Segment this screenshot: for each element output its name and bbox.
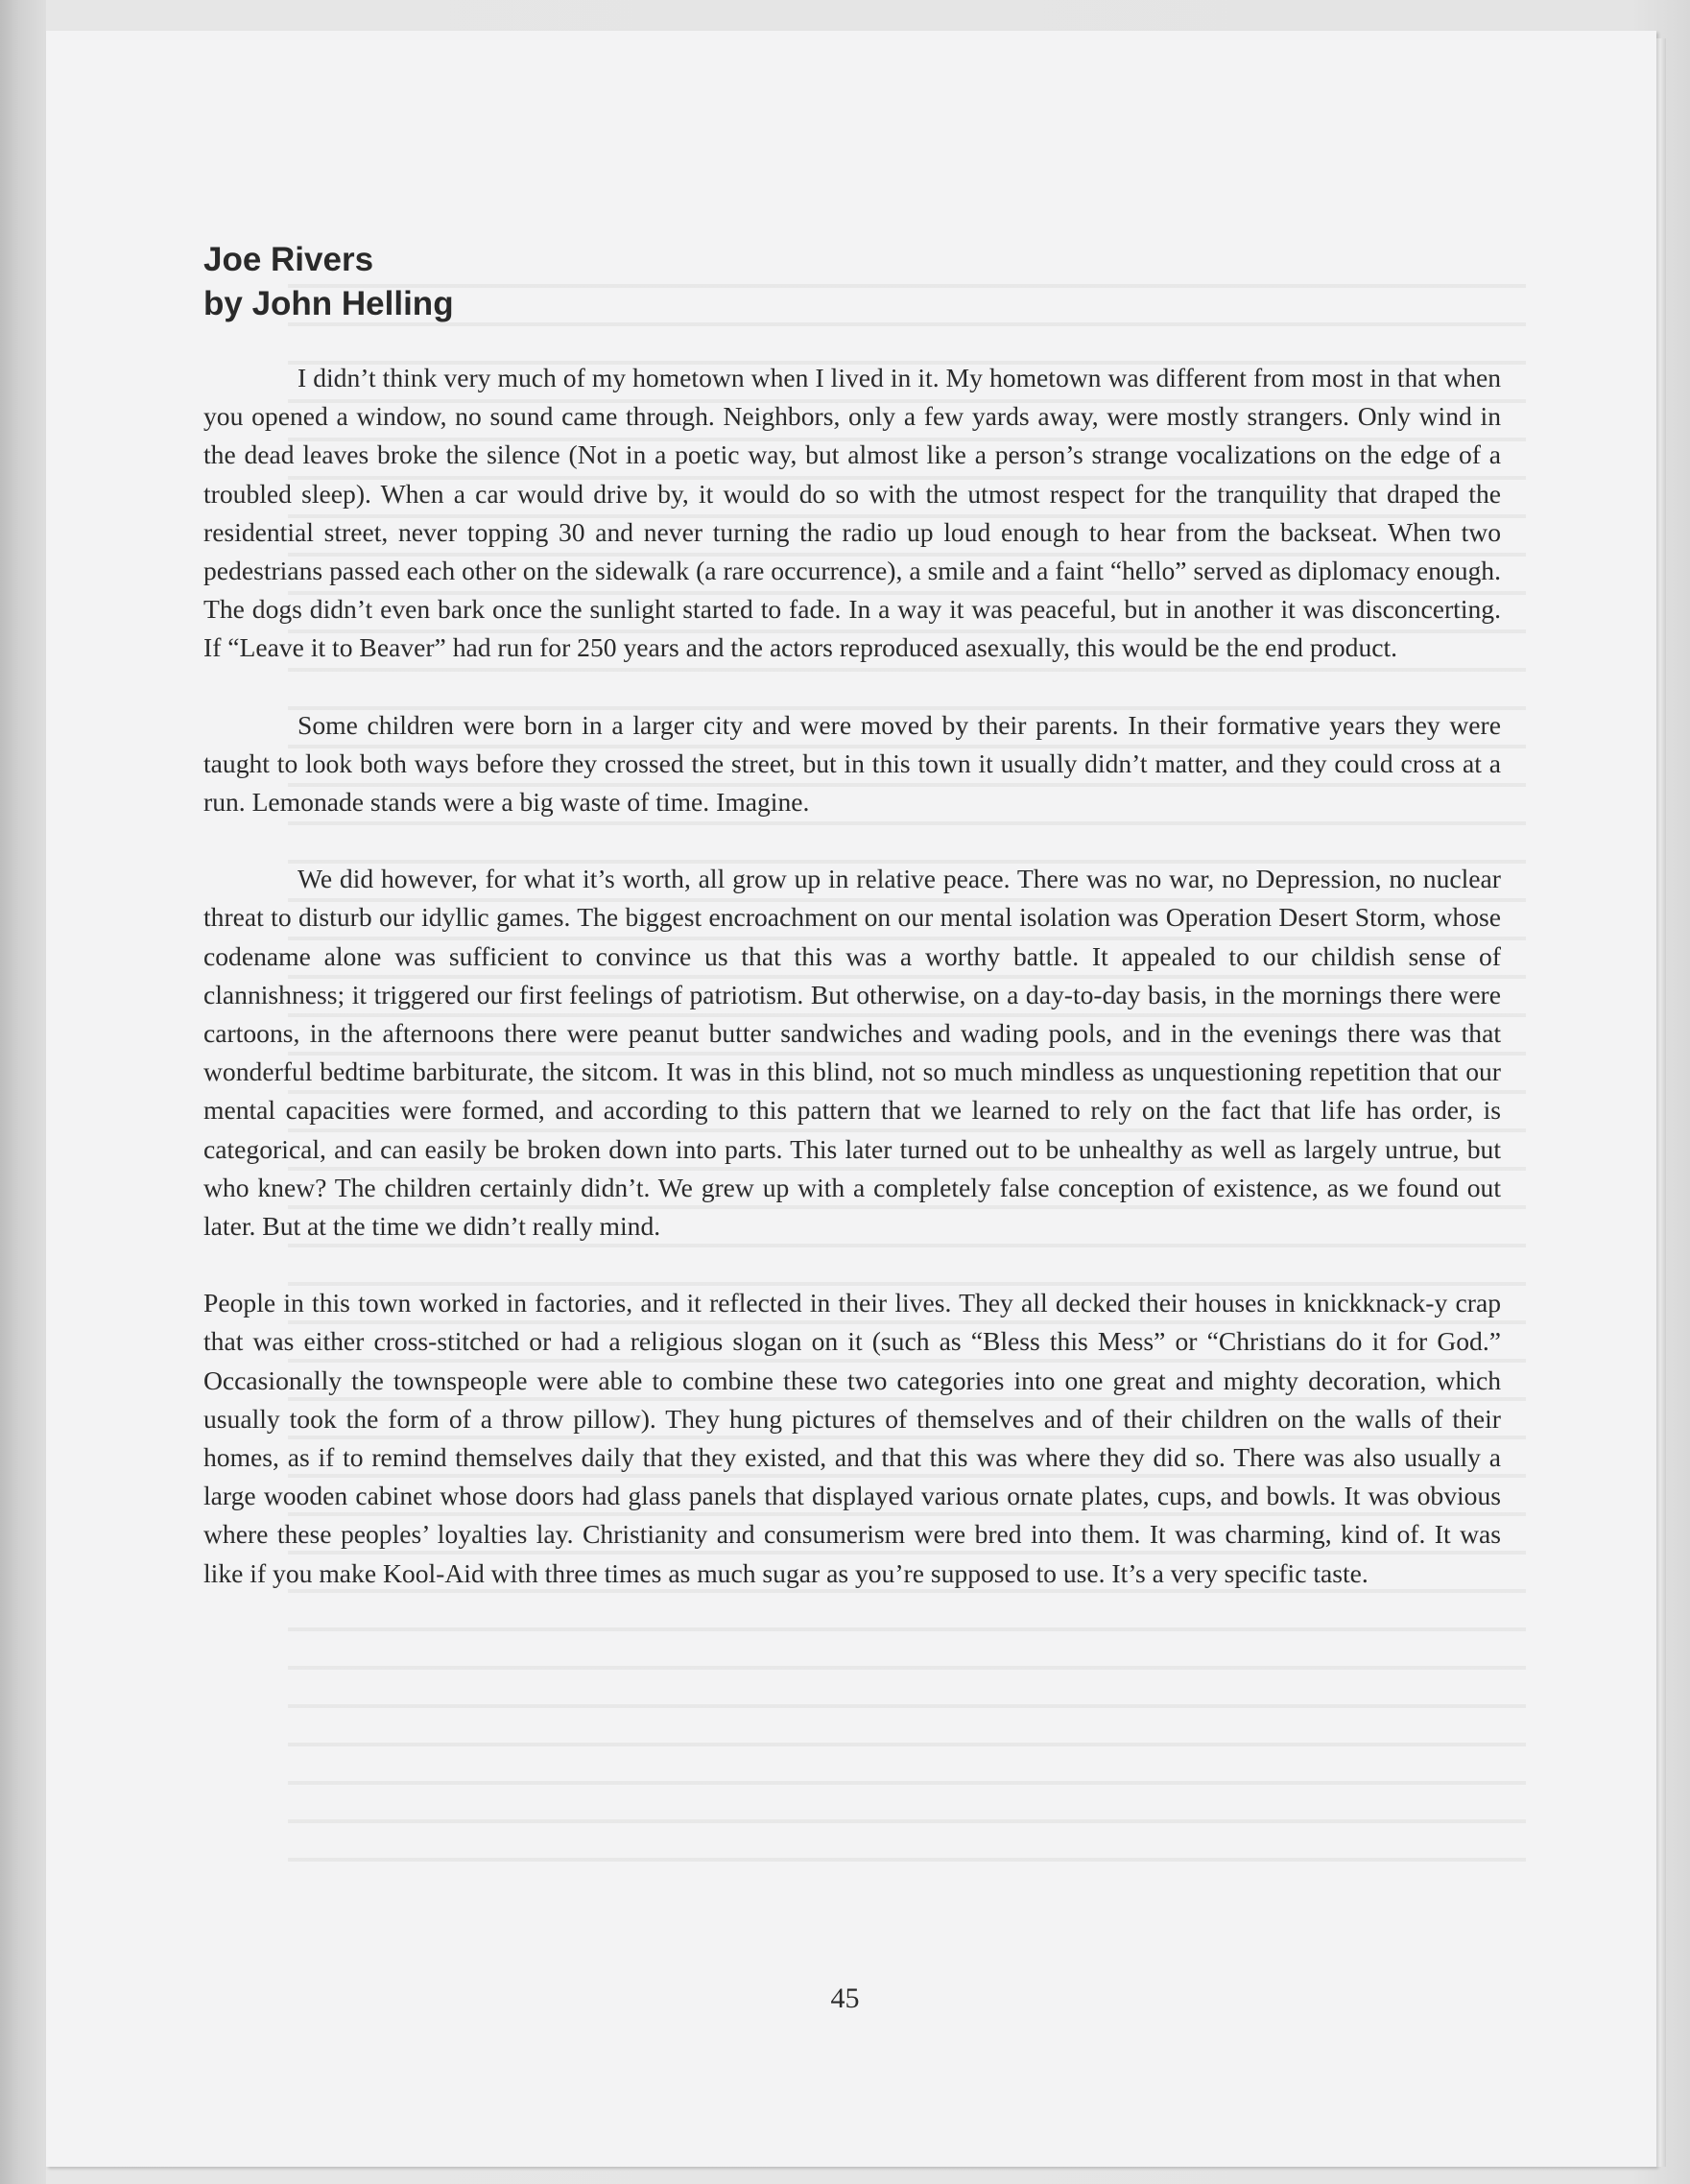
page-number: 45 bbox=[830, 1982, 860, 2014]
paragraph-4: People in this town worked in factories, and it reflected in their lives. They all decked their houses in knickknack-y crap that was either cross-stitched or had a religious slogan on it (such as “Bless this Mess” or “Christians do it for God.” Occasionally the townspeople were able to combine these two categories into one great and mighty decoration, which usually took the form of a throw pillow). They hung pictures of themselves and of their children on the walls of their homes, as if to remind themselves daily that they existed, and that this was where they did so. There was also usually a large wooden cabinet whose doors had glass panels that displayed various ornate plates, cups, and bowls. It was obvious where these peoples’ loyalties lay. Christianity and consumerism were bred into them. It was charming, kind of. It was like if you make Kool-Aid with three times as much sugar as you’re supposed to use. It’s a very specific taste. bbox=[203, 1288, 1501, 1588]
book-spine bbox=[0, 0, 46, 2184]
article-title: Joe Rivers bbox=[203, 241, 374, 278]
page-edge bbox=[1656, 38, 1666, 2167]
paragraph-1: I didn’t think very much of my hometown when I lived in it. My hometown was different from most in that when you opened a window, no sound came through. Neighbors, only a few yards away, were mostly strangers. Only wind in the dead leaves broke the silence (Not in a poetic way, but almost like a person’s strange vocalizations on the edge of a troubled sleep). When a car would drive by, it would do so with the utmost respect for the tranquility that draped the residential street, never topping 30 and never turning the radio up loud enough to hear from the backseat. When two pedestrians passed each other on the sidewalk (a rare occurrence), a smile and a faint “hello” served as diplomacy enough. The dogs didn’t even bark once the sunlight started to fade. In a way it was peaceful, but in another it was disconcerting. If “Leave it to Beaver” had run for 250 years and the actors reproduced asexually, this would be the end product. bbox=[203, 363, 1501, 663]
paragraph-3: We did however, for what it’s worth, all grow up in relative peace. There was no war, no Depression, no nuclear threat to disturb our idyllic games. The biggest encroachment on our mental isolation was Operation Desert Storm, whose codename alone was sufficient to convince us that this was a worthy battle. It appealed to our childish sense of clannishness; it triggered our first feelings of patriotism. But otherwise, on a day-to-day basis, in the mornings there were cartoons, in the afternoons there were peanut butter sandwiches and wading pools, and in the evenings there was that wonderful bedtime barbiturate, the sitcom. It was in this blind, not so much mindless as unquestioning repetition that our mental capacities were formed, and according to this pattern that we learned to rely on the fact that life has order, is categorical, and can easily be broken down into parts. This later turned out to be unhealthy as well as largely untrue, but who knew? The children certainly didn’t. We grew up with a completely false conception of existence, as we found out later. But at the time we didn’t really mind. bbox=[203, 864, 1501, 1242]
paragraph-2: Some children were born in a larger city and were moved by their parents. In their formative years they were taught to look both ways before they crossed the street, but in this town it usually didn’t matter, and they could cross at a run. Lemonade stands were a big waste of time. Imagine. bbox=[203, 709, 1501, 818]
article-byline: by John Helling bbox=[203, 285, 454, 322]
article-heading bbox=[203, 238, 1067, 326]
article-body bbox=[203, 359, 1501, 1631]
